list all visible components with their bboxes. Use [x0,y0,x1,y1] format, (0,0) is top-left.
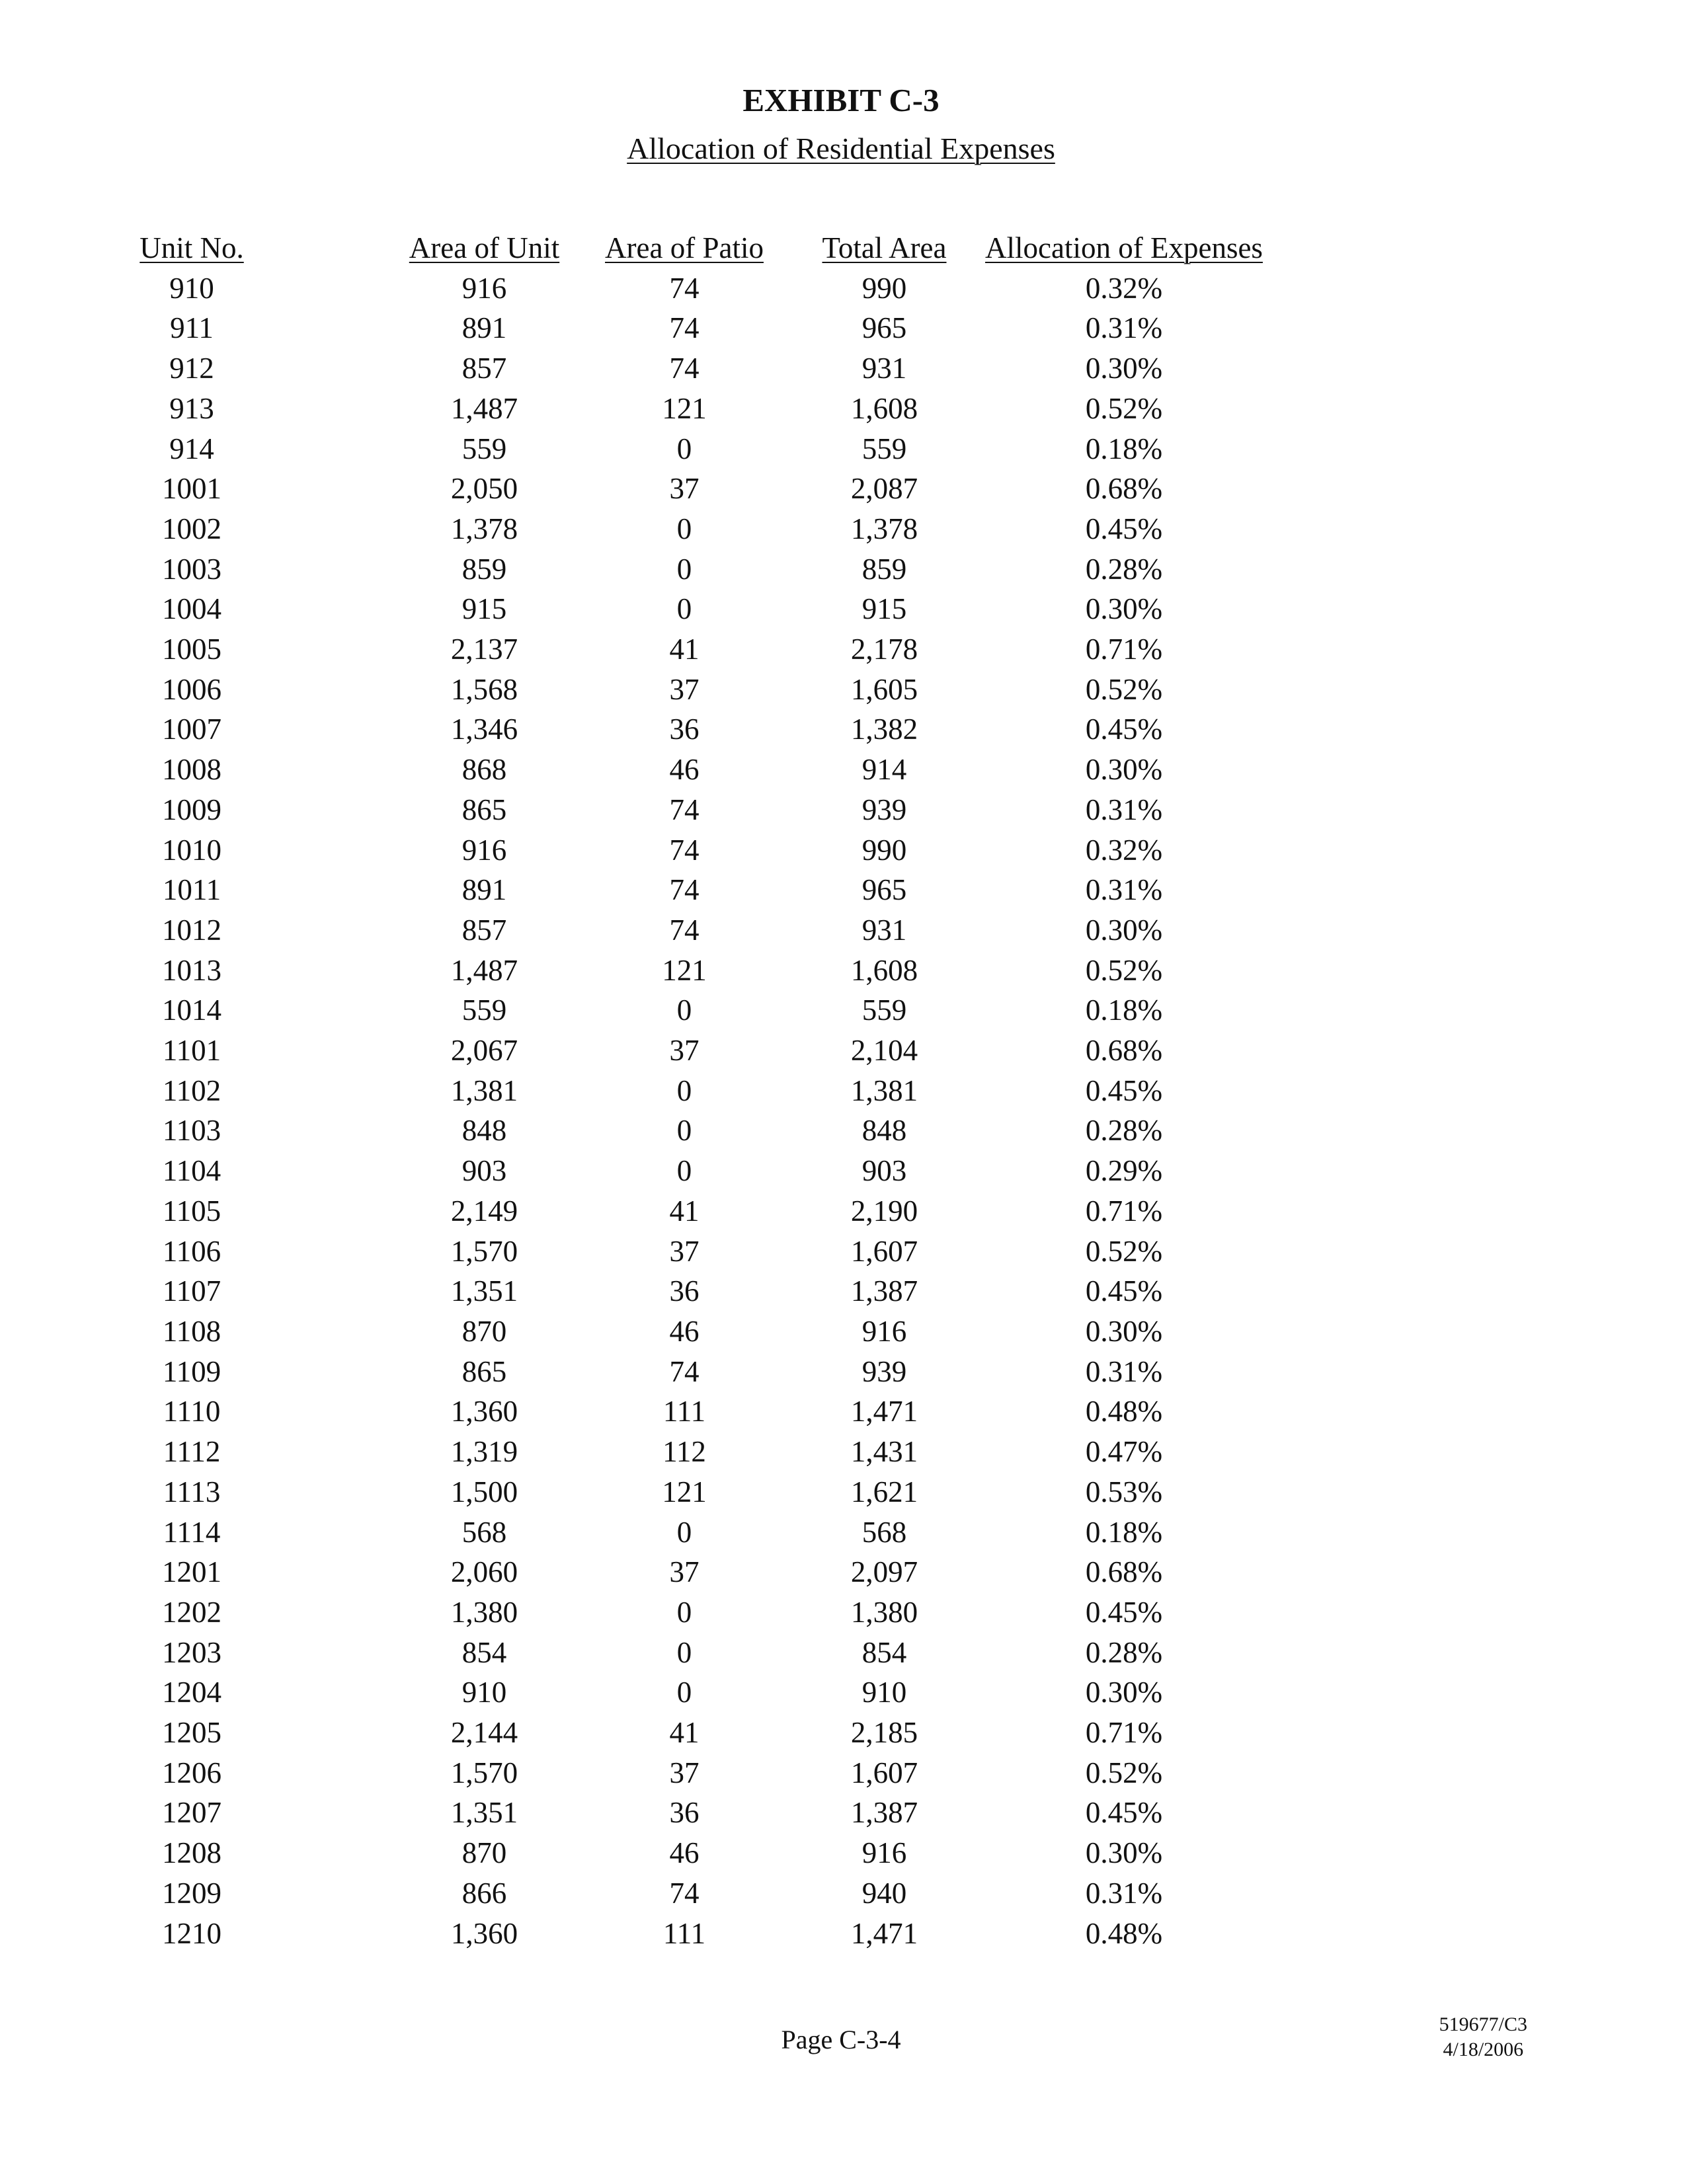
area-of-patio-cell: 37 [669,672,700,706]
table-row [0,709,1263,750]
area-of-patio-cell: 0 [676,552,692,586]
table-row [0,1512,1263,1553]
table-row [0,670,1263,710]
total-area-cell: 915 [861,592,907,626]
total-area-cell: 2,097 [850,1555,918,1589]
unit-no-cell: 1014 [162,994,221,1027]
table-row [0,990,1263,1031]
area-of-unit-cell: 1,570 [450,1756,518,1789]
area-of-patio-cell: 37 [669,472,700,506]
total-area-cell: 965 [861,311,907,345]
area-of-unit-cell: 2,149 [450,1194,518,1228]
area-of-unit-cell: 891 [461,311,507,345]
area-of-unit-cell: 891 [461,873,507,907]
unit-no-cell: 912 [169,352,214,385]
area-of-unit-cell: 559 [461,994,507,1027]
table-row [0,790,1263,830]
total-area-cell: 2,190 [850,1194,918,1228]
area-of-unit-cell: 1,487 [450,391,518,425]
area-of-patio-cell: 0 [676,592,692,626]
area-of-unit-cell: 916 [461,271,507,305]
allocation-cell: 0.30% [1085,1676,1163,1709]
area-of-unit-cell: 866 [461,1876,507,1910]
unit-no-cell: 1114 [163,1515,221,1549]
allocation-cell: 0.52% [1085,1234,1163,1268]
table-row [0,1672,1263,1713]
total-area-cell: 939 [861,793,907,826]
allocation-cell: 0.31% [1085,793,1163,826]
unit-no-cell: 1012 [162,913,221,947]
total-area-cell: 854 [861,1635,907,1669]
unit-no-cell: 1005 [162,633,221,666]
unit-no-cell: 1208 [162,1836,221,1870]
table-row [0,1191,1263,1231]
area-of-patio-cell: 0 [676,1635,692,1669]
unit-no-cell: 1011 [162,873,221,907]
allocation-cell: 0.45% [1085,713,1163,746]
area-of-patio-cell: 74 [669,913,700,947]
total-area-cell: 965 [861,873,907,907]
total-area-cell: 990 [861,833,907,867]
table-row [0,1071,1263,1111]
allocation-cell: 0.31% [1085,873,1163,907]
unit-no-cell: 1006 [162,672,221,706]
allocation-cell: 0.52% [1085,672,1163,706]
total-area-cell: 559 [861,432,907,465]
area-of-unit-cell: 2,050 [450,472,518,506]
unit-no-cell: 1108 [162,1314,221,1348]
table-row [0,629,1263,670]
unit-no-cell: 1112 [163,1435,221,1469]
document-date: 4/18/2006 [1443,2039,1524,2060]
table-row [0,1833,1263,1873]
area-of-patio-cell: 0 [676,512,692,545]
allocation-cell: 0.30% [1085,913,1163,947]
table-row [0,389,1263,429]
allocation-cell: 0.18% [1085,994,1163,1027]
page-number: Page C-3-4 [781,2025,901,2054]
area-of-patio-cell: 0 [676,1515,692,1549]
total-area-cell: 903 [861,1154,907,1188]
area-of-unit-cell: 568 [461,1515,507,1549]
table-row [0,1873,1263,1914]
unit-no-cell: 1209 [162,1876,221,1910]
unit-no-cell: 1004 [162,592,221,626]
area-of-patio-cell: 0 [676,1154,692,1188]
area-of-patio-cell: 37 [669,1234,700,1268]
table-row [0,1391,1263,1432]
table-row [0,1432,1263,1472]
unit-no-cell: 1013 [162,953,221,987]
unit-no-cell: 1207 [162,1796,221,1830]
area-of-patio-cell: 111 [662,1395,706,1428]
table-row [0,268,1263,309]
table-row [0,308,1263,348]
allocation-cell: 0.31% [1085,311,1163,345]
allocation-cell: 0.18% [1085,432,1163,465]
total-area-cell: 559 [861,994,907,1027]
area-of-patio-cell: 0 [676,994,692,1027]
area-of-patio-cell: 36 [669,713,700,746]
total-area-cell: 940 [861,1876,907,1910]
document-title: EXHIBIT C-3 [742,82,940,118]
area-of-unit-cell: 1,319 [450,1435,518,1469]
area-of-patio-cell: 41 [669,1716,700,1750]
unit-no-cell: 1101 [162,1034,221,1068]
total-area-cell: 1,382 [850,713,918,746]
total-area-cell: 1,607 [850,1756,918,1789]
allocation-cell: 0.45% [1085,512,1163,545]
allocation-cell: 0.48% [1085,1395,1163,1428]
table-row [0,830,1263,871]
area-of-patio-cell: 0 [676,432,692,465]
area-of-unit-cell: 865 [461,793,507,826]
area-of-unit-cell: 857 [461,913,507,947]
table-row [0,1311,1263,1352]
table-row [0,1111,1263,1151]
allocation-cell: 0.45% [1085,1796,1163,1830]
area-of-unit-cell: 1,380 [450,1595,518,1629]
area-of-unit-cell: 559 [461,432,507,465]
table-row [0,589,1263,629]
total-area-cell: 931 [861,352,907,385]
total-area-cell: 1,381 [850,1073,918,1107]
total-area-cell: 916 [861,1314,907,1348]
allocation-cell: 0.30% [1085,1836,1163,1870]
area-of-patio-cell: 74 [669,271,700,305]
area-of-unit-cell: 870 [461,1836,507,1870]
area-of-unit-cell: 1,500 [450,1475,518,1508]
total-area-cell: 1,621 [850,1475,918,1508]
unit-no-cell: 1201 [162,1555,221,1589]
area-of-patio-cell: 121 [662,391,707,425]
allocation-cell: 0.48% [1085,1916,1163,1950]
area-of-patio-cell: 74 [669,793,700,826]
area-of-unit-cell: 868 [461,753,507,787]
area-of-patio-cell: 74 [669,873,700,907]
area-of-unit-cell: 2,144 [450,1716,518,1750]
area-of-unit-cell: 2,137 [450,633,518,666]
column-header-area-of-unit: Area of Unit [409,231,560,264]
table-row [0,1592,1263,1633]
table-row [0,1753,1263,1793]
table-row [0,509,1263,549]
total-area-cell: 1,378 [850,512,918,545]
area-of-patio-cell: 46 [669,1314,700,1348]
allocation-cell: 0.32% [1085,833,1163,867]
allocation-cell: 0.45% [1085,1274,1163,1308]
unit-no-cell: 1104 [162,1154,221,1188]
allocation-cell: 0.71% [1085,1194,1163,1228]
unit-no-cell: 913 [169,391,214,425]
total-area-cell: 1,471 [850,1916,918,1950]
unit-no-cell: 1202 [162,1595,221,1629]
table-body [0,268,1263,1954]
total-area-cell: 990 [861,271,907,305]
table-row [0,1633,1263,1673]
table-row [0,469,1263,509]
area-of-patio-cell: 37 [669,1034,700,1068]
allocation-cell: 0.52% [1085,1756,1163,1789]
allocation-cell: 0.68% [1085,472,1163,506]
total-area-cell: 2,087 [850,472,918,506]
area-of-unit-cell: 857 [461,352,507,385]
area-of-unit-cell: 1,381 [450,1073,518,1107]
table-row [0,549,1263,590]
total-area-cell: 1,605 [850,672,918,706]
area-of-unit-cell: 1,487 [450,953,518,987]
total-area-cell: 2,178 [850,633,918,666]
allocation-cell: 0.68% [1085,1034,1163,1068]
unit-no-cell: 1204 [162,1676,221,1709]
table-row [0,1552,1263,1592]
total-area-cell: 1,608 [850,391,918,425]
allocation-cell: 0.30% [1085,592,1163,626]
table-row [0,1713,1263,1753]
area-of-patio-cell: 46 [669,753,700,787]
area-of-patio-cell: 0 [676,1595,692,1629]
allocation-cell: 0.29% [1085,1154,1163,1188]
area-of-patio-cell: 121 [662,953,707,987]
area-of-patio-cell: 37 [669,1555,700,1589]
unit-no-cell: 1109 [162,1354,221,1388]
total-area-cell: 916 [861,1836,907,1870]
area-of-unit-cell: 1,360 [450,1395,518,1428]
area-of-unit-cell: 848 [461,1114,507,1148]
allocation-cell: 0.28% [1085,1114,1163,1148]
area-of-unit-cell: 903 [461,1154,507,1188]
total-area-cell: 1,387 [850,1796,918,1830]
unit-no-cell: 1110 [163,1395,221,1428]
area-of-patio-cell: 37 [669,1756,700,1789]
total-area-cell: 914 [861,753,907,787]
area-of-patio-cell: 121 [662,1475,707,1508]
allocation-cell: 0.45% [1085,1073,1163,1107]
total-area-cell: 1,607 [850,1234,918,1268]
area-of-unit-cell: 854 [461,1635,507,1669]
unit-no-cell: 1007 [162,713,221,746]
area-of-patio-cell: 74 [669,833,700,867]
unit-no-cell: 1106 [162,1234,221,1268]
table-row [0,870,1263,910]
total-area-cell: 1,608 [850,953,918,987]
total-area-cell: 848 [861,1114,907,1148]
allocation-cell: 0.52% [1085,391,1163,425]
area-of-unit-cell: 1,351 [450,1274,518,1308]
area-of-patio-cell: 74 [669,1354,700,1388]
area-of-patio-cell: 36 [669,1274,700,1308]
table-row [0,429,1263,469]
area-of-patio-cell: 74 [669,1876,700,1910]
table-header-row [0,228,1263,268]
unit-no-cell: 1210 [162,1916,221,1950]
unit-no-cell: 1003 [162,552,221,586]
area-of-unit-cell: 1,568 [450,672,518,706]
allocation-cell: 0.45% [1085,1595,1163,1629]
table-row [0,951,1263,991]
area-of-patio-cell: 0 [676,1676,692,1709]
allocation-cell: 0.31% [1085,1354,1163,1388]
table-row [0,1151,1263,1191]
area-of-unit-cell: 1,570 [450,1234,518,1268]
area-of-patio-cell: 112 [662,1435,706,1469]
total-area-cell: 910 [861,1676,907,1709]
allocation-cell: 0.71% [1085,633,1163,666]
unit-no-cell: 1102 [162,1073,221,1107]
total-area-cell: 568 [861,1515,907,1549]
area-of-unit-cell: 859 [461,552,507,586]
column-header-area-of-patio: Area of Patio [605,231,764,264]
column-header-total-area: Total Area [822,231,947,264]
area-of-patio-cell: 0 [676,1073,692,1107]
total-area-cell: 1,471 [850,1395,918,1428]
allocation-cell: 0.28% [1085,1635,1163,1669]
unit-no-cell: 1001 [162,472,221,506]
total-area-cell: 1,380 [850,1595,918,1629]
total-area-cell: 931 [861,913,907,947]
allocation-table [0,228,1263,1953]
column-header-allocation: Allocation of Expenses [985,231,1263,264]
table-row [0,750,1263,790]
total-area-cell: 939 [861,1354,907,1388]
area-of-patio-cell: 41 [669,1194,700,1228]
unit-no-cell: 1105 [162,1194,221,1228]
column-header-unit-no: Unit No. [140,231,244,264]
area-of-patio-cell: 111 [662,1916,706,1950]
area-of-unit-cell: 2,067 [450,1034,518,1068]
area-of-unit-cell: 1,360 [450,1916,518,1950]
allocation-cell: 0.28% [1085,552,1163,586]
table-row [0,1472,1263,1512]
area-of-patio-cell: 46 [669,1836,700,1870]
allocation-cell: 0.31% [1085,1876,1163,1910]
area-of-patio-cell: 41 [669,633,700,666]
allocation-cell: 0.52% [1085,953,1163,987]
allocation-cell: 0.30% [1085,1314,1163,1348]
unit-no-cell: 1206 [162,1756,221,1789]
table-row [0,1352,1263,1392]
area-of-unit-cell: 1,378 [450,512,518,545]
table-row [0,1031,1263,1071]
table-row [0,1793,1263,1833]
subtitle-text: Allocation of Residential Expenses [627,132,1055,165]
area-of-unit-cell: 916 [461,833,507,867]
unit-no-cell: 1008 [162,753,221,787]
allocation-cell: 0.18% [1085,1515,1163,1549]
area-of-unit-cell: 1,346 [450,713,518,746]
area-of-unit-cell: 870 [461,1314,507,1348]
document-subtitle [0,130,1682,168]
area-of-unit-cell: 865 [461,1354,507,1388]
unit-no-cell: 914 [169,432,214,465]
table-row [0,1914,1263,1954]
allocation-cell: 0.53% [1085,1475,1163,1508]
table-row [0,1271,1263,1311]
area-of-unit-cell: 2,060 [450,1555,518,1589]
document-reference [1439,2012,1527,2062]
area-of-unit-cell: 915 [461,592,507,626]
unit-no-cell: 1009 [162,793,221,826]
total-area-cell: 1,387 [850,1274,918,1308]
unit-no-cell: 1107 [162,1274,221,1308]
allocation-cell: 0.47% [1085,1435,1163,1469]
allocation-cell: 0.71% [1085,1716,1163,1750]
allocation-cell: 0.68% [1085,1555,1163,1589]
unit-no-cell: 911 [170,311,214,345]
total-area-cell: 859 [861,552,907,586]
allocation-cell: 0.30% [1085,753,1163,787]
unit-no-cell: 1203 [162,1635,221,1669]
unit-no-cell: 1103 [162,1114,221,1148]
unit-no-cell: 1113 [163,1475,221,1508]
area-of-patio-cell: 74 [669,311,700,345]
allocation-cell: 0.32% [1085,271,1163,305]
table-row [0,348,1263,389]
document-id: 519677/C3 [1439,2013,1527,2035]
unit-no-cell: 1205 [162,1716,221,1750]
area-of-patio-cell: 0 [676,1114,692,1148]
table-row [0,910,1263,951]
total-area-cell: 2,104 [850,1034,918,1068]
area-of-unit-cell: 910 [461,1676,507,1709]
unit-no-cell: 1010 [162,833,221,867]
allocation-cell: 0.30% [1085,352,1163,385]
total-area-cell: 1,431 [850,1435,918,1469]
area-of-unit-cell: 1,351 [450,1796,518,1830]
table-row [0,1231,1263,1272]
area-of-patio-cell: 74 [669,352,700,385]
total-area-cell: 2,185 [850,1716,918,1750]
unit-no-cell: 1002 [162,512,221,545]
unit-no-cell: 910 [169,271,214,305]
area-of-patio-cell: 36 [669,1796,700,1830]
